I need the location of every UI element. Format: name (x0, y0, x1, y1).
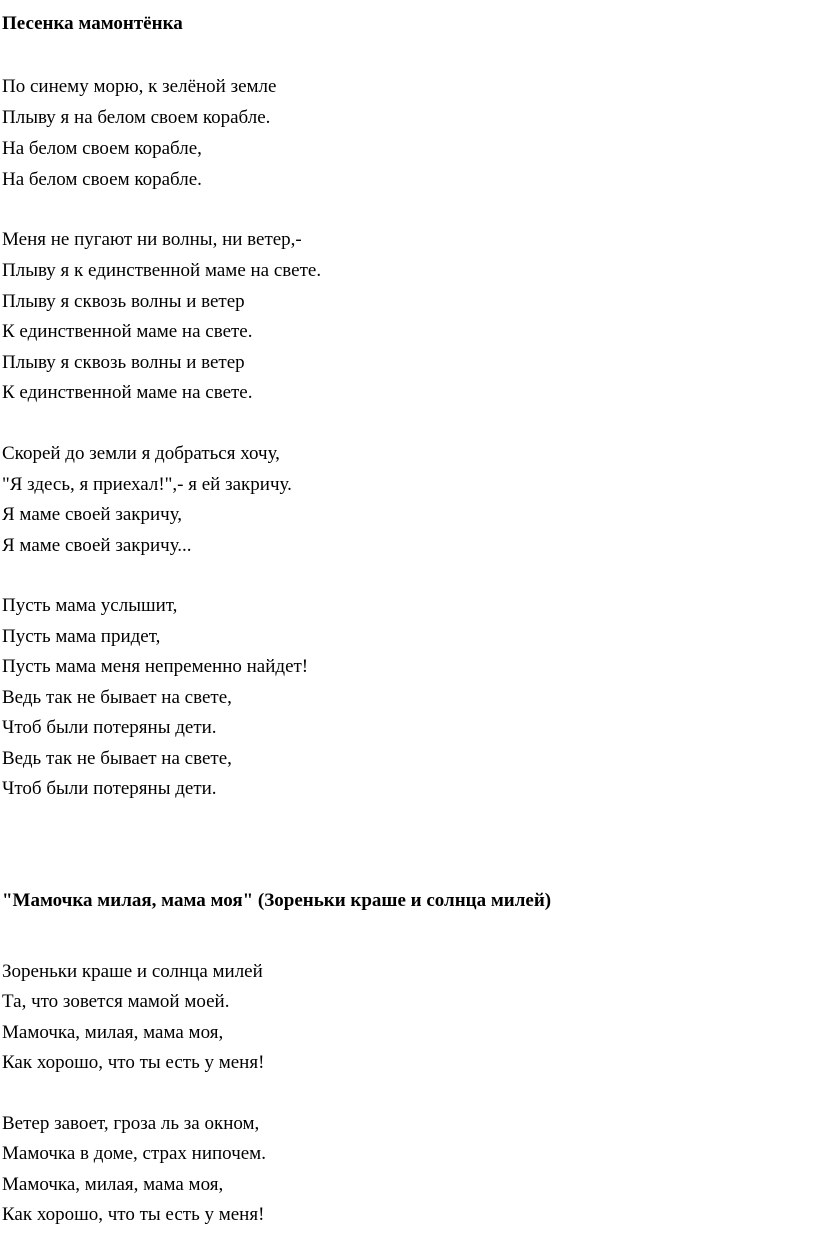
lyric-line: Я маме своей закричу... (2, 535, 192, 556)
lyric-line: Ветер завоет, гроза ль за окном, (2, 1113, 260, 1134)
lyric-line: Мамочка, милая, мама моя, (2, 1174, 224, 1195)
lyric-line: Плыву я сквозь волны и ветер (2, 352, 245, 373)
lyric-line: Плыву я на белом своем корабле. (2, 107, 271, 128)
lyric-line: К единственной маме на свете. (2, 321, 253, 342)
lyric-line: Мамочка в доме, страх нипочем. (2, 1143, 266, 1164)
lyric-line: Пусть мама придет, (2, 626, 161, 647)
lyric-line: Меня не пугают ни волны, ни ветер,- (2, 229, 302, 250)
lyric-line: По синему морю, к зелёной земле (2, 76, 277, 97)
lyric-line: На белом своем корабле. (2, 169, 202, 190)
lyric-line: Скорей до земли я добраться хочу, (2, 443, 280, 464)
song-title: Песенка мамонтёнка (2, 13, 183, 34)
lyric-line: Ведь так не бывает на свете, (2, 748, 232, 769)
lyric-line: Плыву я к единственной маме на свете. (2, 260, 322, 281)
lyric-line: Чтоб были потеряны дети. (2, 778, 217, 799)
lyric-line: Мамочка, милая, мама моя, (2, 1022, 224, 1043)
lyric-line: Зореньки краше и солнца милей (2, 961, 263, 982)
lyric-line: На белом своем корабле, (2, 138, 202, 159)
lyric-line: Пусть мама услышит, (2, 595, 178, 616)
lyric-line: Пусть мама меня непременно найдет! (2, 656, 309, 677)
lyric-line: К единственной маме на свете. (2, 382, 253, 403)
lyric-line: Ведь так не бывает на свете, (2, 687, 232, 708)
song-title: "Мамочка милая, мама моя" (Зореньки краше и солнца милей) (2, 890, 552, 911)
lyric-line: Как хорошо, что ты есть у меня! (2, 1052, 265, 1073)
lyric-line: Чтоб были потеряны дети. (2, 717, 217, 738)
lyric-line: Как хорошо, что ты есть у меня! (2, 1204, 265, 1225)
lyric-line: Та, что зовется мамой моей. (2, 991, 230, 1012)
lyric-line: "Я здесь, я приехал!",- я ей закричу. (2, 474, 292, 495)
lyric-line: Плыву я сквозь волны и ветер (2, 291, 245, 312)
lyric-line: Я маме своей закричу, (2, 504, 183, 525)
